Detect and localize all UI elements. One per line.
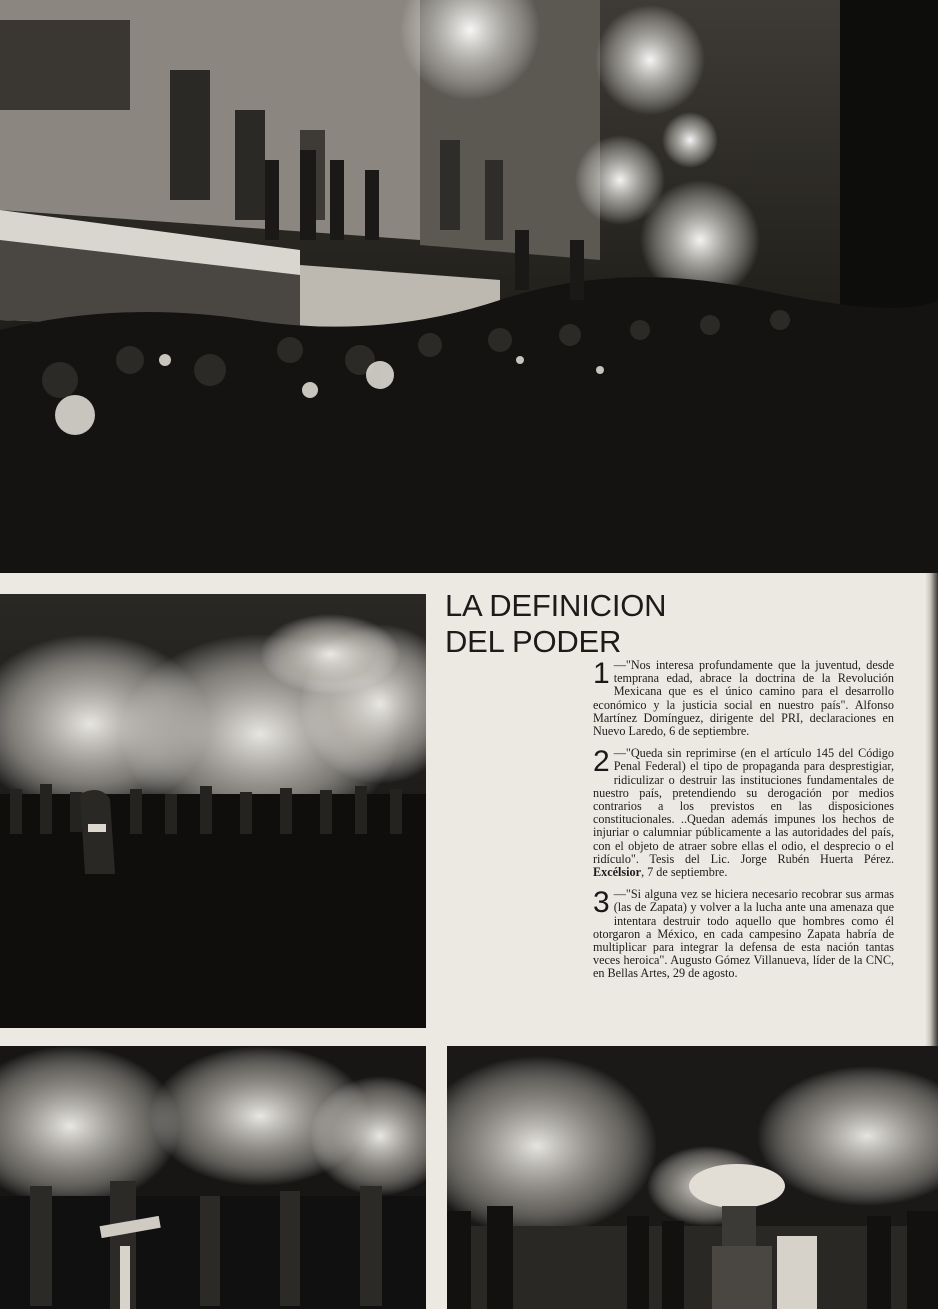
headline-line-2: DEL PODER [445,624,622,659]
headline-line-1: LA DEFINICION [445,588,667,623]
photo-protesters-smoke-left [0,1046,426,1309]
quote-text: —"Nos interesa profundamente que la juventud, desde temprana edad, abrace la doctrina de la Revolución Mexicana que es el único camino para el desarrollo económico y la justicia social en nuestro país". Alfonso Martínez Domínguez, dirigente del PRI, declaraciones en Nuevo Laredo, 6 de septiembre. [593,658,894,739]
article-headline [445,588,745,660]
photo-protesters-smoke-right [447,1046,938,1309]
quote-1 [593,659,894,738]
quote-date: , 7 de septiembre. [641,865,728,880]
photo-crowd-smoke [0,594,426,1028]
quote-3 [593,888,894,980]
quote-2 [593,747,894,879]
quote-number: 3 [593,886,610,920]
article-body [593,659,894,990]
quote-number: 1 [593,657,610,690]
photo-night-crowd-street [0,0,938,573]
page-gutter-shadow [925,573,938,1046]
quote-text: —"Si alguna vez se hiciera necesario recobrar sus armas (las de Zapata) y volver a la lucha ante una amenaza que intentara destruir todo aquello que hombres como él otorgaron a México, en cada campesino Zapata habría de multiplicar para integrar la defensa de esta nación tantas veces heroica". Augusto Gómez Villanueva, líder de la CNC, en Bellas Artes, 29 de agosto. [593,887,894,981]
quote-number: 2 [593,745,610,779]
quote-text: —"Queda sin reprimirse (en el artículo 145 del Código Penal Federal) el tipo de propaganda para desprestigiar, ridiculizar o destruir las instituciones fundamentales de nuestro país, pretendiendo su derogación por medios contrarios a los previstos en las disposiciones constitucionales. ..Quedan además impunes los hechos de injuriar o calumniar públicamente a las autoridades del país, con el objeto de atraer sobre ellas el odio, el desprecio o el ridículo". Tesis del Lic. Jorge Rubén Huerta Pérez. [593,746,894,866]
quote-source: Excélsior [593,865,642,880]
